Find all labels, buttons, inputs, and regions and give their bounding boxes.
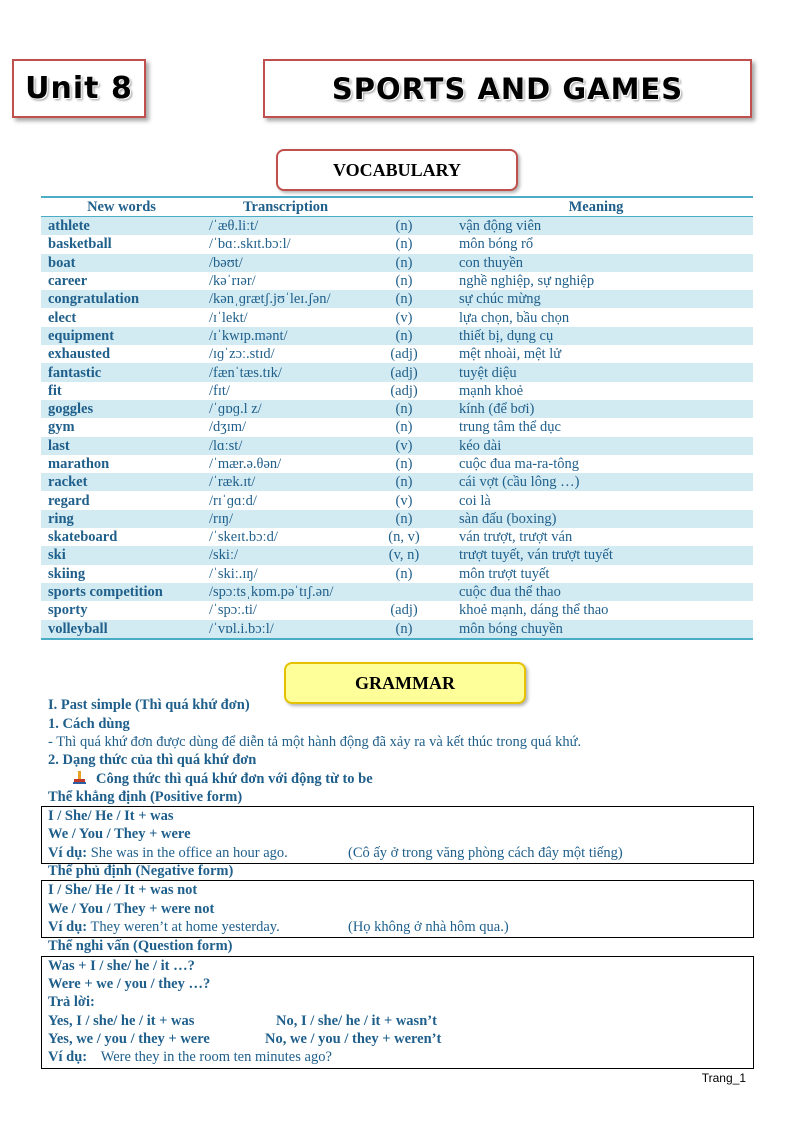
column-header-transcription: Transcription	[202, 197, 369, 217]
grammar-heading: GRAMMAR	[284, 662, 526, 704]
form-title: 2. Dạng thức của thì quá khứ đơn	[48, 752, 257, 768]
answer-no-2: No, we / you / they + weren’t	[265, 1031, 442, 1047]
page-title: SPORTS AND GAMES	[331, 71, 684, 106]
example-label: Ví dụ:	[48, 845, 88, 861]
vocab-part-of-speech: (n)	[369, 400, 439, 418]
vocab-part-of-speech: (adj)	[390, 602, 418, 619]
page-number: Trang_1	[701, 1071, 746, 1085]
table-row	[41, 272, 753, 290]
table-row	[41, 308, 753, 326]
positive-line-2: We / You / They + were	[48, 826, 191, 842]
table-row	[41, 418, 753, 436]
unit-label: Unit 8	[25, 71, 133, 106]
negative-line-1: I / She/ He / It + was not	[48, 882, 198, 898]
table-row	[41, 235, 753, 253]
vocab-word: equipment	[41, 327, 202, 345]
question-line-1: Was + I / she/ he / it …?	[48, 958, 195, 974]
vocab-part-of-speech: (n)	[395, 273, 413, 290]
vocab-transcription: /kənˌɡrætʃ.jʊˈleɪ.ʃən/	[202, 290, 369, 308]
vocab-transcription: /ˈvɒl.i.bɔːl/	[202, 620, 369, 639]
vocab-meaning: sàn đấu (boxing)	[439, 510, 753, 528]
question-line-2: Were + we / you / they …?	[48, 976, 211, 992]
vocab-transcription: /rɪˈɡɑːd/	[209, 492, 257, 509]
vocab-transcription: /ˈmær.ə.θən/	[209, 456, 282, 472]
example-label: Ví dụ:	[48, 1049, 88, 1065]
vocab-word: skateboard	[48, 529, 118, 546]
vocab-meaning: mệt nhoài, mệt lử	[459, 346, 562, 363]
table-row	[41, 382, 753, 400]
column-header-meaning: Meaning	[439, 197, 753, 217]
vocab-meaning: coi là	[459, 492, 491, 509]
answer-no-1: No, I / she/ he / it + wasn’t	[276, 1013, 437, 1029]
vocab-meaning: cuộc đua thể thao	[439, 583, 753, 601]
table-row	[41, 217, 753, 236]
hand-pointer-icon	[72, 771, 86, 785]
vocab-word: career	[48, 273, 88, 290]
vocab-meaning: cuộc đua ma-ra-tông	[459, 456, 579, 472]
vocab-meaning: môn bóng chuyền	[439, 620, 753, 639]
vocab-word: fantastic	[41, 363, 202, 381]
title-box	[263, 59, 752, 118]
vocab-word: marathon	[48, 456, 110, 472]
vocab-transcription: /ɪˈkwɪp.mənt/	[202, 327, 369, 345]
table-row	[41, 601, 753, 619]
vocab-word: regard	[48, 492, 90, 509]
vocab-transcription: /ˈskeɪt.bɔːd/	[209, 529, 278, 546]
vocab-meaning: tuyệt diệu	[439, 363, 753, 381]
table-row	[41, 437, 753, 455]
example-text: She was in the office an hour ago.	[90, 845, 288, 861]
table-row	[41, 327, 753, 345]
vocab-part-of-speech: (n)	[369, 254, 439, 272]
positive-example	[48, 844, 288, 862]
question-example	[48, 1048, 332, 1066]
vocab-word: boat	[41, 254, 202, 272]
vocab-transcription: /ˈæθ.liːt/	[202, 217, 369, 236]
vocab-word: gym	[48, 419, 75, 436]
vocab-part-of-speech: (n)	[395, 419, 413, 436]
vocab-word: volleyball	[41, 620, 202, 639]
usage-title: 1. Cách dùng	[48, 716, 130, 732]
table-row	[41, 363, 753, 381]
vocab-part-of-speech: (n)	[369, 327, 439, 345]
table-header-row	[41, 197, 753, 217]
vocab-part-of-speech: (n)	[369, 217, 439, 236]
vocab-meaning: khoẻ mạnh, dáng thể thao	[459, 602, 609, 619]
vocab-transcription: /skiː/	[202, 546, 369, 564]
vocab-word: ski	[41, 546, 202, 564]
vocab-part-of-speech: (v)	[395, 492, 413, 509]
vocab-transcription: /fænˈtæs.tɪk/	[202, 363, 369, 381]
vocab-word: fit	[48, 382, 62, 399]
negative-title: Thể phủ định (Negative form)	[48, 863, 234, 879]
vocab-part-of-speech: (v)	[395, 309, 413, 326]
vocabulary-rows	[41, 217, 753, 639]
vocab-meaning: môn trượt tuyết	[459, 565, 550, 582]
vocab-part-of-speech: (n)	[369, 290, 439, 308]
table-row	[41, 473, 753, 491]
vocab-part-of-speech: (n)	[369, 510, 439, 528]
table-row	[41, 345, 753, 363]
vocab-part-of-speech: (n)	[369, 620, 439, 639]
table-row	[41, 400, 753, 418]
table-row	[41, 528, 753, 546]
negative-example-translation: (Họ không ở nhà hôm qua.)	[348, 919, 509, 935]
vocab-part-of-speech: (adj)	[390, 346, 418, 363]
vocab-meaning: kéo dài	[439, 437, 753, 455]
answer-yes-1: Yes, I / she/ he / it + was	[48, 1013, 195, 1029]
vocab-part-of-speech	[369, 583, 439, 601]
example-text: Were they in the room ten minutes ago?	[100, 1049, 332, 1065]
table-row	[41, 254, 753, 272]
vocab-transcription: /ɪɡˈzɔː.stɪd/	[209, 346, 275, 363]
vocab-word: congratulation	[41, 290, 202, 308]
vocab-transcription: /dʒɪm/	[209, 419, 247, 436]
vocab-part-of-speech: (n)	[369, 473, 439, 491]
vocab-meaning: ván trượt, trượt ván	[459, 529, 573, 546]
vocab-part-of-speech: (n)	[395, 236, 413, 253]
vocab-part-of-speech: (v)	[369, 437, 439, 455]
column-header-pos	[369, 197, 439, 217]
usage-text: - Thì quá khứ đơn được dùng để diễn tả một hành động đã xảy ra và kết thúc trong quá khứ.	[48, 734, 582, 750]
vocab-transcription: /rɪŋ/	[202, 510, 369, 528]
vocab-meaning: cái vợt (cầu lông …)	[439, 473, 753, 491]
formula-title: Công thức thì quá khứ đơn với động từ to be	[96, 771, 373, 787]
positive-line-1: I / She/ He / It + was	[48, 808, 174, 824]
vocab-transcription: /kəˈrɪər/	[209, 273, 256, 290]
table-row	[41, 620, 753, 639]
vocabulary-heading: VOCABULARY	[276, 149, 518, 191]
vocab-meaning: mạnh khoẻ	[459, 382, 524, 399]
vocab-word: elect	[48, 309, 77, 326]
column-header-word: New words	[41, 197, 202, 217]
example-text: They weren’t at home yesterday.	[90, 919, 280, 935]
vocab-part-of-speech: (adj)	[390, 382, 418, 399]
vocab-meaning: trung tâm thể dục	[459, 419, 561, 436]
vocab-meaning: trượt tuyết, ván trượt tuyết	[439, 546, 753, 564]
vocab-part-of-speech: (n, v)	[388, 529, 420, 546]
positive-title: Thể khẳng định (Positive form)	[48, 789, 243, 805]
vocab-transcription: /lɑːst/	[202, 437, 369, 455]
section-title-past-simple: I. Past simple (Thì quá khứ đơn)	[48, 697, 250, 713]
vocab-transcription: /spɔːtsˌkɒm.pəˈtɪʃ.ən/	[202, 583, 369, 601]
vocab-transcription: /fɪt/	[209, 382, 230, 399]
vocab-transcription: /ˈspɔː.ti/	[209, 602, 257, 619]
vocab-word: goggles	[41, 400, 202, 418]
vocab-meaning: kính (để bơi)	[439, 400, 753, 418]
answer-label: Trả lời:	[48, 994, 95, 1010]
vocab-meaning: vận động viên	[439, 217, 753, 236]
table-row	[41, 583, 753, 601]
table-row	[41, 455, 753, 473]
unit-label-box	[12, 59, 146, 118]
vocab-meaning: lựa chọn, bầu chọn	[459, 309, 570, 326]
vocab-word: sporty	[48, 602, 88, 619]
question-title: Thể nghi vấn (Question form)	[48, 938, 233, 954]
vocab-word: exhausted	[48, 346, 111, 363]
table-row	[41, 565, 753, 583]
example-label: Ví dụ:	[48, 919, 88, 935]
negative-line-2: We / You / They + were not	[48, 901, 215, 917]
vocab-transcription: /ɪˈlekt/	[209, 309, 248, 326]
vocab-meaning: sự chúc mừng	[439, 290, 753, 308]
vocab-meaning: con thuyền	[439, 254, 753, 272]
table-row	[41, 546, 753, 564]
vocab-word: basketball	[48, 236, 112, 253]
table-row	[41, 510, 753, 528]
vocab-part-of-speech: (adj)	[369, 363, 439, 381]
answer-yes-2: Yes, we / you / they + were	[48, 1031, 210, 1047]
table-row	[41, 491, 753, 509]
vocab-transcription: /bəʊt/	[202, 254, 369, 272]
vocab-meaning: nghề nghiệp, sự nghiệp	[459, 273, 595, 290]
vocab-meaning: thiết bị, dụng cụ	[439, 327, 753, 345]
vocab-word: sports competition	[41, 583, 202, 601]
vocab-transcription: /ˈræk.ɪt/	[202, 473, 369, 491]
vocab-part-of-speech: (v, n)	[369, 546, 439, 564]
vocab-part-of-speech: (n)	[395, 456, 413, 472]
vocab-word: skiing	[48, 565, 86, 582]
vocab-transcription: /ˈɡɒɡ.l z/	[202, 400, 369, 418]
vocab-meaning: môn bóng rổ	[459, 236, 534, 253]
vocab-word: last	[41, 437, 202, 455]
vocab-word: ring	[41, 510, 202, 528]
positive-example-translation: (Cô ấy ở trong văng phòng cách đây một tiếng)	[348, 845, 623, 861]
vocab-transcription: /ˈbɑː.skɪt.bɔːl/	[209, 236, 291, 253]
negative-example	[48, 918, 280, 936]
vocab-word: athlete	[41, 217, 202, 236]
vocabulary-table	[41, 196, 753, 640]
vocab-part-of-speech: (n)	[395, 565, 413, 582]
table-row	[41, 290, 753, 308]
vocab-word: racket	[41, 473, 202, 491]
vocab-transcription: /ˈskiː.ɪŋ/	[209, 565, 258, 582]
